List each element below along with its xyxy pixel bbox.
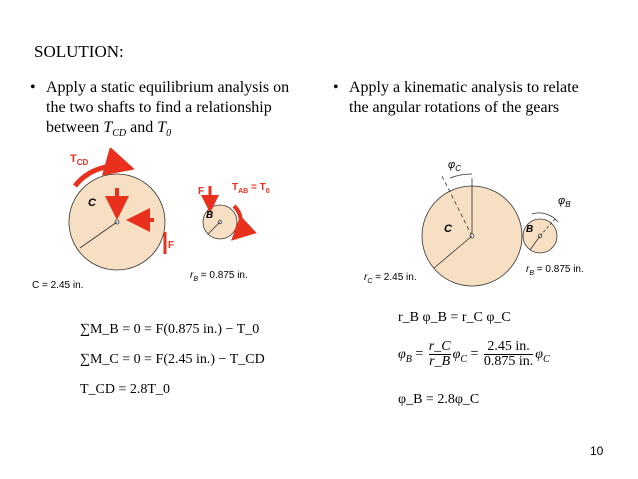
angle-arc-c xyxy=(450,174,472,178)
page-number: 10 xyxy=(590,444,604,458)
rc-label: C = 2.45 in. xyxy=(32,280,84,291)
phib-label: $\varphi_B$ xyxy=(558,195,571,209)
gear-b-label: B xyxy=(206,210,214,221)
bullet-dot: • xyxy=(333,79,339,96)
phic-label: $\varphi_C$ xyxy=(448,159,461,173)
gear-b-label: B xyxy=(526,224,534,235)
bullet-kinematic-analysis xyxy=(333,78,633,128)
equation-sum-moments-c: ∑M_C = 0 = F(2.45 in.) − T_CD xyxy=(80,352,265,367)
slide-title: SOLUTION: xyxy=(34,42,124,61)
tab-label: $T_{AB} = T_0$ xyxy=(232,182,270,195)
equation-arc-length: r_B φ_B = r_C φ_C xyxy=(398,310,511,325)
bullet-line: Apply a kinematic analysis to relate xyxy=(349,79,579,96)
tcd-label: $T_{CD}$ xyxy=(70,153,89,167)
free-body-diagram xyxy=(30,148,300,298)
bullet-line: the angular rotations of the gears xyxy=(349,99,560,116)
bullet-line: between $T_{CD}$ and $T_0$ xyxy=(46,119,172,140)
equation-sum-moments-b: ∑M_B = 0 = F(0.875 in.) − T_0 xyxy=(80,322,260,337)
kinematic-diagram xyxy=(360,148,620,298)
f-label: F xyxy=(168,240,175,251)
bullet-line: the two shafts to find a relationship xyxy=(46,99,272,116)
equation-phi-ratio: $\varphi_B$ = $\frac{r\_C}{r\_B}$ $\varphi_C$ = $\frac{2.45 in.}{0.875 in.}$ $\varphi_C$ xyxy=(398,339,550,369)
gear-c-label: C xyxy=(444,223,452,235)
equation-tcd-result: T_CD = 2.8T_0 xyxy=(80,382,170,397)
gear-c-label: C xyxy=(88,197,96,209)
rc-label: $r_C = 2.45$ in. xyxy=(364,272,417,285)
bullet-static-analysis xyxy=(30,78,330,148)
bullet-dot: • xyxy=(30,79,36,96)
equation-phi-result: φ_B = 2.8φ_C xyxy=(398,392,480,407)
bullet-line: Apply a static equilibrium analysis on xyxy=(46,79,290,96)
f-label-b: F xyxy=(198,186,205,197)
rb-label: $r_B = 0.875$ in. xyxy=(190,270,248,283)
rb-label: $r_B = 0.875$ in. xyxy=(526,264,584,277)
